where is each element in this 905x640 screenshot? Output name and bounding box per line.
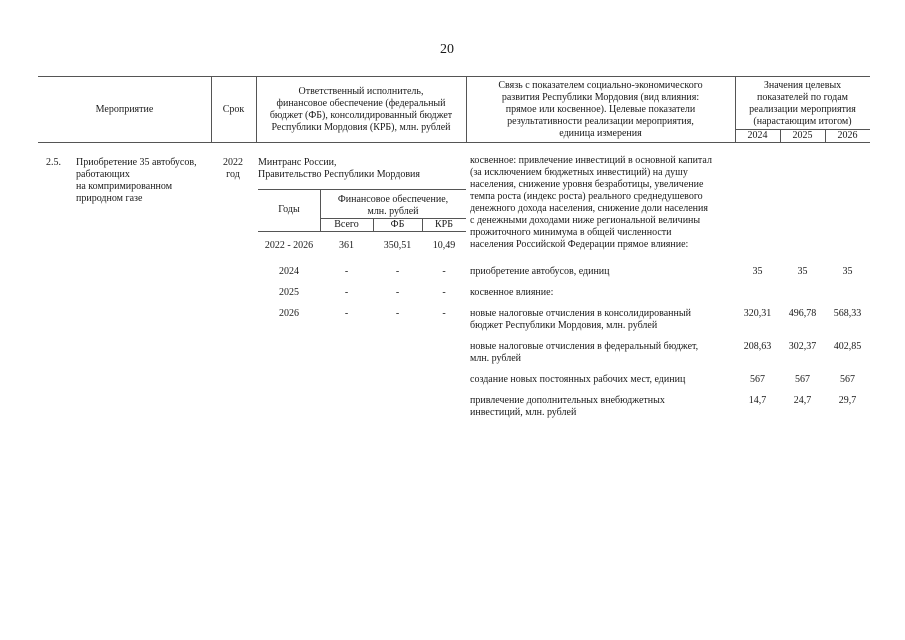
fin-col-fb: ФБ (390, 219, 405, 230)
fin-row-krb: - (442, 308, 446, 319)
indicator-label-line: млн. рублей (470, 353, 522, 364)
fin-row-fb: - (395, 266, 400, 277)
fin-header-line: Финансовое обеспечение, (337, 194, 449, 205)
header-top-rule (38, 76, 870, 77)
header-values-line: реализации мероприятия (749, 104, 856, 115)
indicator-value-2025: 567 (795, 374, 810, 385)
indicator-value-2025: 496,78 (788, 308, 817, 319)
indicator-label: косвенное влияние: (470, 287, 554, 298)
row-measure (76, 157, 211, 205)
header-bottom-rule (38, 142, 870, 143)
header-year-2026: 2026 (837, 130, 858, 141)
fin-row-krb: - (442, 266, 446, 277)
indicator-value-2026: 29,7 (838, 395, 857, 406)
indirect-impact-line: прожиточного минимума в общей численности (470, 227, 672, 238)
indicator-label (470, 341, 735, 365)
fin-row-krb: - (442, 287, 446, 298)
indirect-impact-line: косвенное: привлечение инвестиций в основной капитал (470, 155, 712, 166)
indicator-value-2024: 320,31 (743, 308, 772, 319)
indicator-value-2025: 24,7 (793, 395, 812, 406)
indirect-impact-text (470, 155, 735, 251)
header-year-2024: 2024 (747, 130, 768, 141)
row-number: 2.5. (46, 157, 61, 168)
indirect-impact-line: населения, снижение уровня безработицы, увеличение (470, 179, 704, 190)
fin-years-header: Годы (278, 204, 300, 215)
header-link-line: развития Республики Мордовия (вид влияния: (501, 92, 700, 103)
row-measure-line: на компримированном (76, 181, 173, 192)
indirect-impact-line: с денежными доходами ниже региональной величины (470, 215, 701, 226)
fin-col-krb: КРБ (435, 219, 453, 230)
row-executor (258, 157, 468, 181)
header-executor (256, 86, 466, 134)
header-values-line: Значения целевых (763, 80, 842, 91)
row-executor-line: Правительство Республики Мордовия (258, 169, 420, 180)
row-executor-line: Минтранс России, (258, 157, 337, 168)
indicator-value-2025: 302,37 (788, 341, 817, 352)
row-term-line: год (226, 169, 240, 180)
page-number: 20 (440, 42, 454, 57)
header-values-line: (нарастающим итогом) (753, 116, 852, 127)
header-link-line: прямое или косвенное). Целевые показатели (505, 104, 696, 115)
indicator-value-2026: 568,33 (833, 308, 862, 319)
fin-row-fb: - (395, 287, 400, 298)
indicator-label (470, 395, 735, 419)
header-executor-line: финансовое обеспечение (федеральный (276, 98, 446, 109)
row-term (216, 157, 250, 181)
row-measure-line: Приобретение 35 автобусов, (76, 157, 197, 168)
row-term-line: 2022 (223, 157, 243, 168)
fin-row-year: 2026 (279, 308, 299, 319)
fin-table-bottom-rule (258, 231, 466, 232)
indicator-label-line: инвестиций, млн. рублей (470, 407, 577, 418)
fin-table-top-rule (258, 189, 466, 190)
indicator-value-2025: 35 (797, 266, 808, 277)
fin-row-year: 2025 (279, 287, 299, 298)
fin-row-year: 2022 - 2026 (264, 240, 314, 251)
header-executor-line: Ответственный исполнитель, (298, 86, 424, 97)
fin-row-year: 2024 (279, 266, 299, 277)
header-measure: Мероприятие (95, 104, 154, 115)
header-values-line: показателей по годам (757, 92, 848, 103)
indicator-value-2024: 14,7 (748, 395, 767, 406)
indicator-value-2026: 567 (840, 374, 855, 385)
header-link-line: Связь с показателем социально-экономического (498, 80, 703, 91)
fin-row-total: - (344, 308, 349, 319)
indicator-label-line: новые налоговые отчисления в консолидированный (470, 308, 691, 319)
fin-row-fb: - (395, 308, 400, 319)
indicator-value-2024: 35 (752, 266, 763, 277)
header-executor-line: бюджет (ФБ), консолидированный бюджет (269, 110, 453, 121)
indicator-label: создание новых постоянных рабочих мест, единиц (470, 374, 686, 385)
header-link (466, 80, 735, 140)
fin-row-fb: 350,51 (383, 240, 412, 251)
indicator-label-line: новые налоговые отчисления в федеральный бюджет, (470, 341, 699, 352)
fin-row-total: - (344, 266, 349, 277)
indirect-impact-line: населения Российской Федерации прямое влияние: (470, 239, 689, 250)
indicator-label: приобретение автобусов, единиц (470, 266, 610, 277)
header-term: Срок (222, 104, 245, 115)
fin-row-krb: 10,49 (432, 240, 456, 251)
row-measure-line: природном газе (76, 193, 143, 204)
fin-row-total: 361 (339, 240, 354, 251)
row-measure-line: работающих (76, 169, 130, 180)
header-executor-line: Республики Мордовия (КРБ), млн. рублей (271, 122, 451, 133)
indirect-impact-line: денежного дохода населения, снижение доли населения (470, 203, 708, 214)
fin-col-total: Всего (334, 219, 359, 230)
fin-header-line: млн. рублей (367, 206, 419, 217)
indicator-value-2026: 402,85 (833, 341, 862, 352)
header-year-2025: 2025 (792, 130, 813, 141)
header-link-line: единица измерения (559, 128, 642, 139)
indicator-label-line: бюджет Республики Мордовия, млн. рублей (470, 320, 658, 331)
header-link-line: результативности реализации мероприятия, (507, 116, 694, 127)
header-values (735, 80, 870, 128)
fin-header (320, 194, 466, 218)
indicator-value-2024: 208,63 (743, 341, 772, 352)
indicator-value-2026: 35 (842, 266, 853, 277)
indirect-impact-line: (за исключением бюджетных инвестиций) на душу (470, 167, 688, 178)
fin-row-total: - (344, 287, 349, 298)
indicator-value-2024: 567 (750, 374, 765, 385)
indicator-label (470, 308, 735, 332)
indirect-impact-line: темпа роста (индекс роста) реального среднедушевого (470, 191, 703, 202)
indicator-label-line: привлечение дополнительных внебюджетных (470, 395, 665, 406)
